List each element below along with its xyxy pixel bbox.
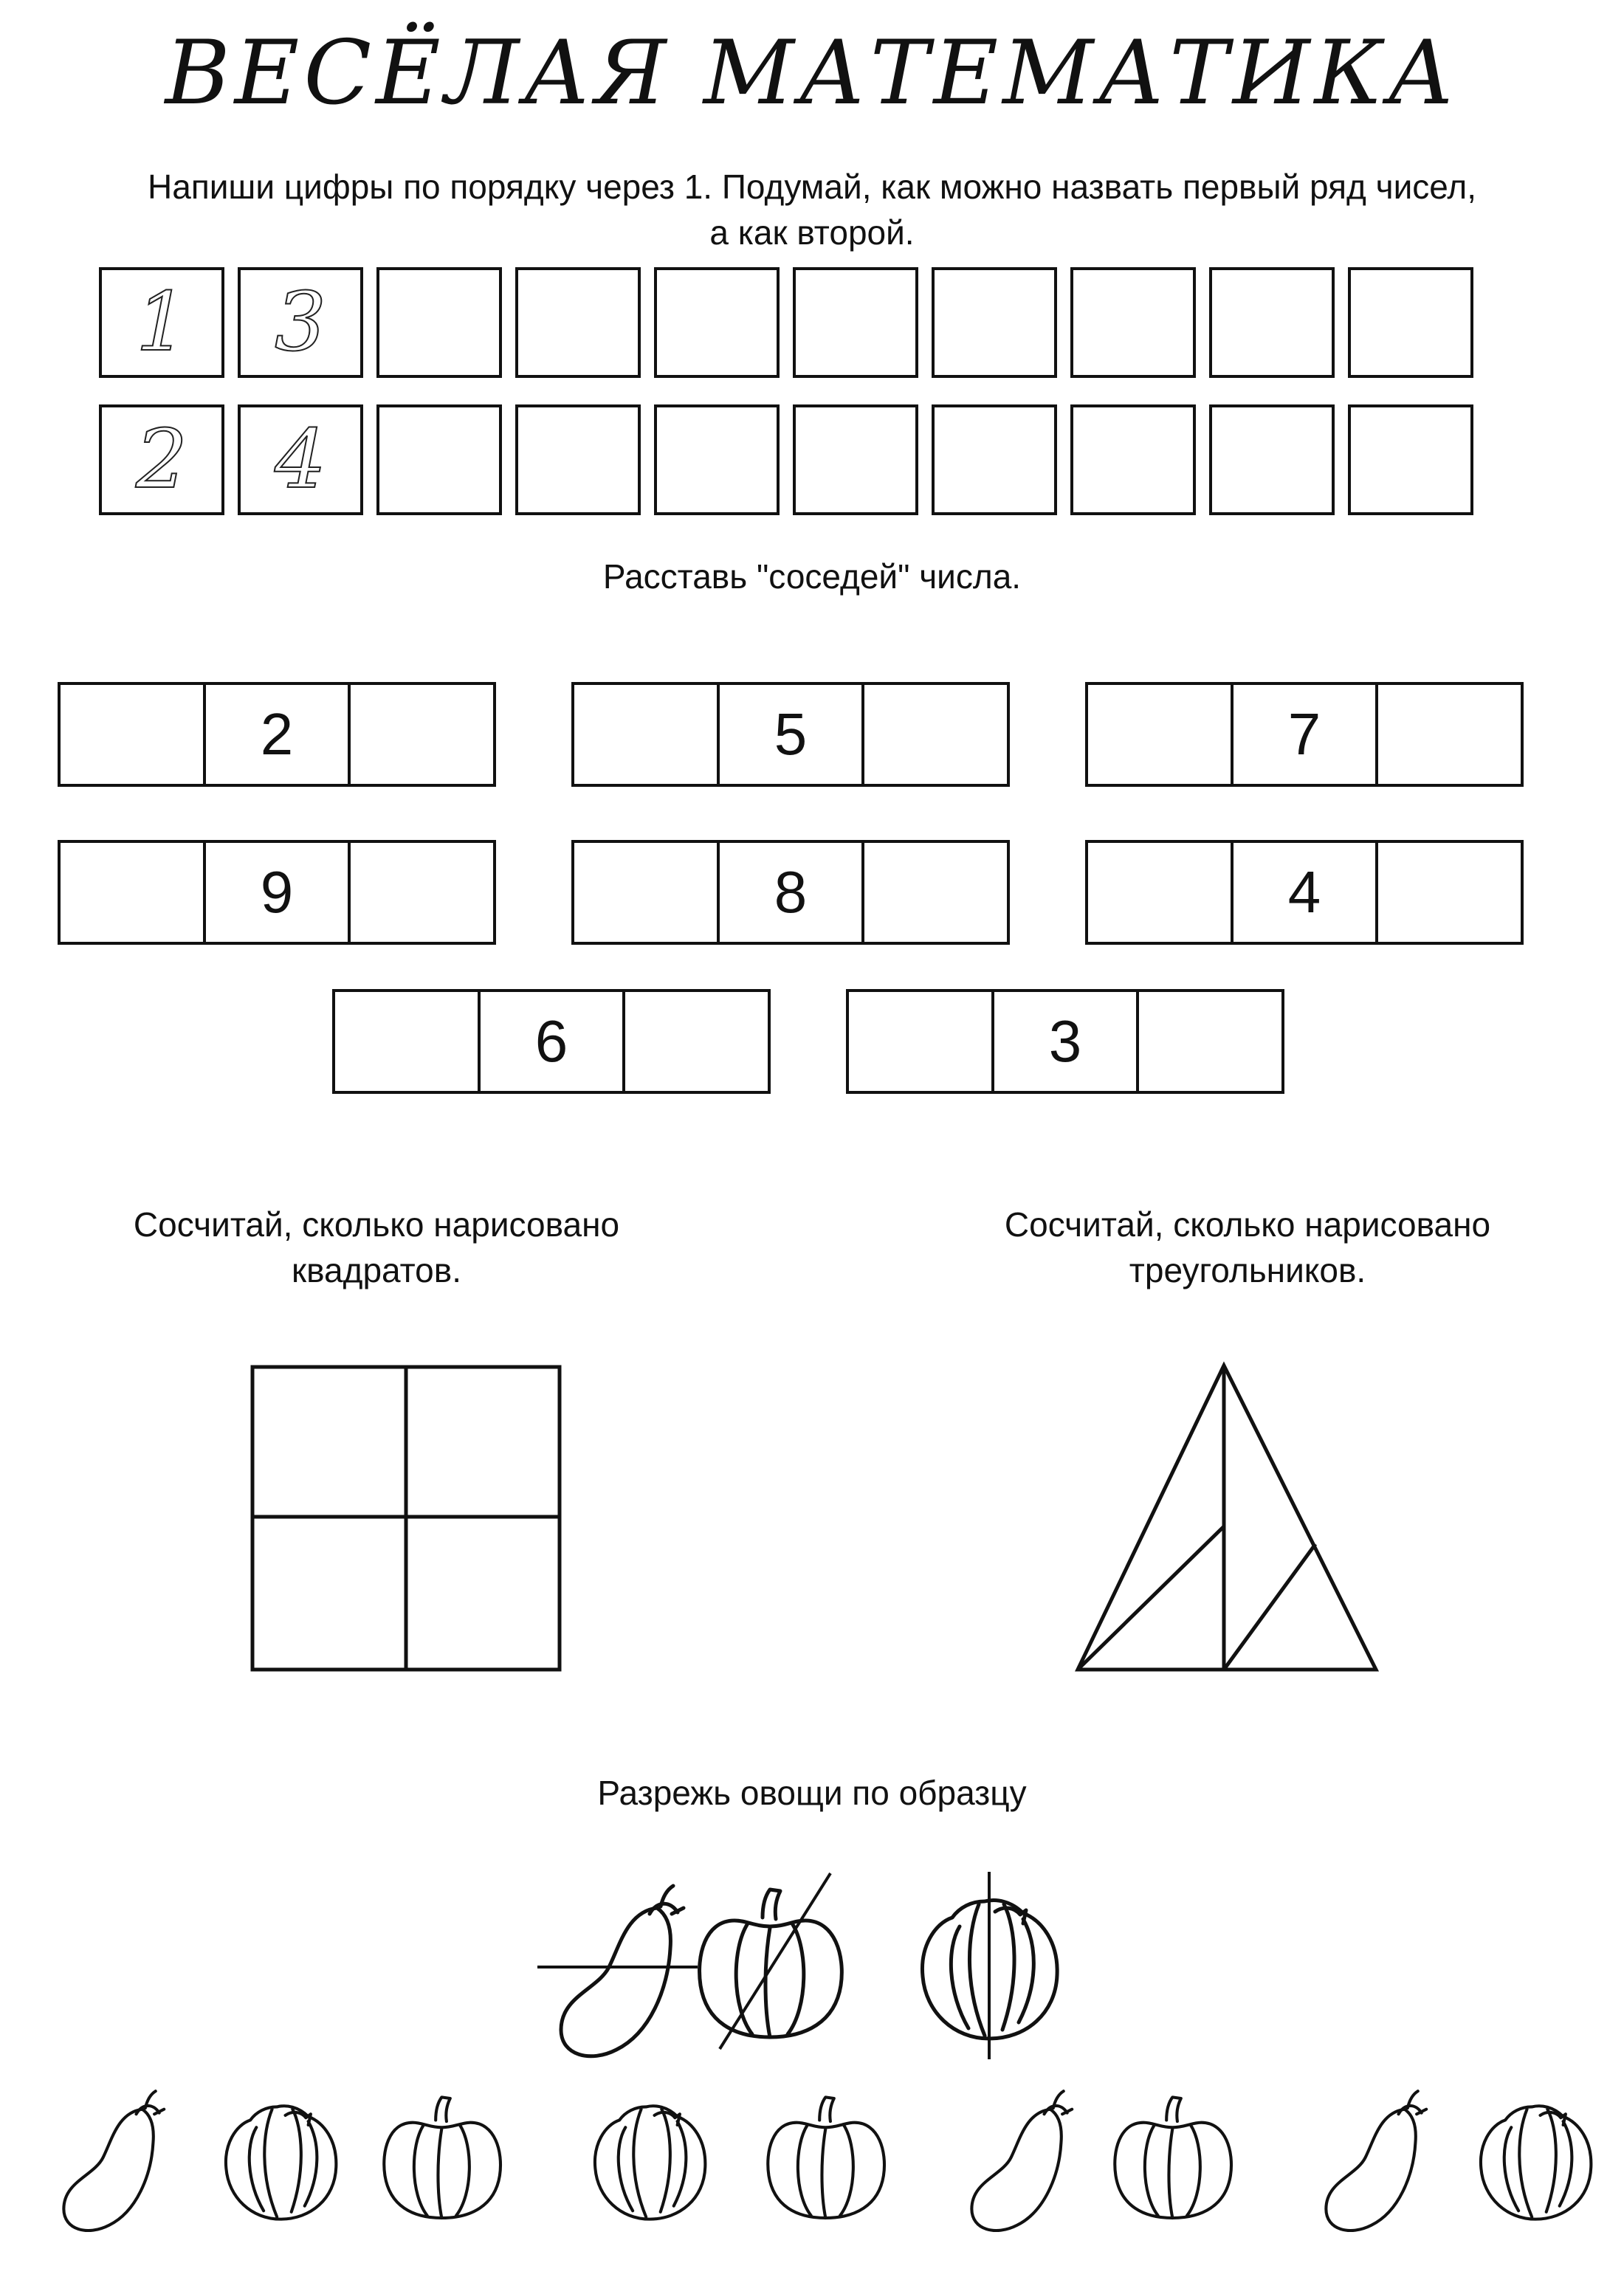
given-number: 7 bbox=[1231, 685, 1376, 784]
triangles-instruction-line1: Сосчитай, сколько нарисовано bbox=[1004, 1205, 1491, 1244]
answer-cell[interactable] bbox=[932, 267, 1057, 378]
eggplant-icon bbox=[1314, 2085, 1447, 2230]
eggplant-icon bbox=[546, 1878, 709, 2056]
left-neighbor-cell[interactable] bbox=[849, 992, 991, 1091]
answer-cell[interactable] bbox=[99, 267, 224, 378]
answer-cell[interactable] bbox=[515, 267, 641, 378]
answer-cell[interactable] bbox=[654, 267, 780, 378]
pumpkin-icon bbox=[760, 2085, 893, 2230]
neighbor-box bbox=[1085, 840, 1524, 945]
task1-instruction-line2: а как второй. bbox=[709, 213, 915, 252]
triangles-figure bbox=[1063, 1358, 1388, 1675]
pumpkin-icon bbox=[1107, 2085, 1240, 2230]
left-neighbor-cell[interactable] bbox=[335, 992, 478, 1091]
neighbor-box bbox=[571, 840, 1010, 945]
given-number: 9 bbox=[203, 843, 348, 942]
eggplant-icon bbox=[52, 2085, 185, 2230]
sample-digit: 4 bbox=[275, 412, 326, 506]
answer-cell[interactable] bbox=[1348, 267, 1473, 378]
squares-instruction-line1: Сосчитай, сколько нарисовано bbox=[133, 1205, 620, 1244]
neighbor-box bbox=[58, 682, 496, 787]
answer-cell[interactable] bbox=[515, 404, 641, 515]
given-number: 6 bbox=[478, 992, 623, 1091]
task1-instruction bbox=[0, 164, 1624, 255]
left-neighbor-cell[interactable] bbox=[1088, 685, 1231, 784]
right-neighbor-cell[interactable] bbox=[1375, 685, 1521, 784]
answer-cell[interactable] bbox=[238, 267, 363, 378]
answer-cell[interactable] bbox=[238, 404, 363, 515]
neighbor-box bbox=[332, 989, 771, 1094]
page-title: ВЕСЁЛАЯ МАТЕМАТИКА bbox=[165, 22, 1459, 125]
given-number: 3 bbox=[991, 992, 1137, 1091]
left-neighbor-cell[interactable] bbox=[1088, 843, 1231, 942]
left-neighbor-cell[interactable] bbox=[574, 843, 717, 942]
answer-cell[interactable] bbox=[1070, 404, 1196, 515]
sample-digit: 3 bbox=[275, 275, 326, 369]
left-neighbor-cell[interactable] bbox=[61, 685, 203, 784]
sample-digit: 1 bbox=[136, 275, 187, 369]
answer-cell[interactable] bbox=[1209, 267, 1335, 378]
triangles-instruction bbox=[960, 1202, 1535, 1293]
squares-instruction-line2: квадратов. bbox=[292, 1251, 461, 1289]
answer-cell[interactable] bbox=[1348, 404, 1473, 515]
right-neighbor-cell[interactable] bbox=[861, 843, 1007, 942]
right-neighbor-cell[interactable] bbox=[622, 992, 768, 1091]
pumpkin-icon bbox=[376, 2085, 509, 2230]
given-number: 4 bbox=[1231, 843, 1376, 942]
task1-instruction-line1: Напиши цифры по порядку через 1. Подумай, как можно назвать первый ряд чисел, bbox=[148, 168, 1476, 206]
squares-instruction bbox=[89, 1202, 664, 1293]
task2-instruction: Расставь "соседей" числа. bbox=[602, 557, 1022, 596]
eggplant-icon bbox=[960, 2085, 1093, 2230]
neighbor-box bbox=[1085, 682, 1524, 787]
task4-instruction: Разрежь овощи по образцу bbox=[597, 1774, 1027, 1812]
given-number: 5 bbox=[717, 685, 862, 784]
given-number: 2 bbox=[203, 685, 348, 784]
answer-cell[interactable] bbox=[376, 267, 502, 378]
cabbage-icon bbox=[583, 2085, 716, 2230]
right-neighbor-cell[interactable] bbox=[1136, 992, 1281, 1091]
answer-cell[interactable] bbox=[793, 404, 918, 515]
cabbage-icon bbox=[1469, 2085, 1602, 2230]
left-neighbor-cell[interactable] bbox=[61, 843, 203, 942]
answer-cell[interactable] bbox=[654, 404, 780, 515]
cabbage-icon bbox=[908, 1875, 1070, 2052]
pumpkin-icon bbox=[690, 1875, 853, 2052]
squares-figure bbox=[244, 1358, 568, 1675]
neighbor-box bbox=[571, 682, 1010, 787]
cabbage-icon bbox=[214, 2085, 347, 2230]
right-neighbor-cell[interactable] bbox=[1375, 843, 1521, 942]
answer-cell[interactable] bbox=[793, 267, 918, 378]
answer-cell[interactable] bbox=[1070, 267, 1196, 378]
left-neighbor-cell[interactable] bbox=[574, 685, 717, 784]
answer-cell[interactable] bbox=[99, 404, 224, 515]
sample-digit: 2 bbox=[136, 412, 187, 506]
answer-cell[interactable] bbox=[932, 404, 1057, 515]
answer-cell[interactable] bbox=[376, 404, 502, 515]
neighbor-box bbox=[58, 840, 496, 945]
right-neighbor-cell[interactable] bbox=[861, 685, 1007, 784]
neighbor-box bbox=[846, 989, 1284, 1094]
right-neighbor-cell[interactable] bbox=[348, 685, 493, 784]
triangles-instruction-line2: треугольников. bbox=[1129, 1251, 1366, 1289]
answer-cell[interactable] bbox=[1209, 404, 1335, 515]
given-number: 8 bbox=[717, 843, 862, 942]
right-neighbor-cell[interactable] bbox=[348, 843, 493, 942]
